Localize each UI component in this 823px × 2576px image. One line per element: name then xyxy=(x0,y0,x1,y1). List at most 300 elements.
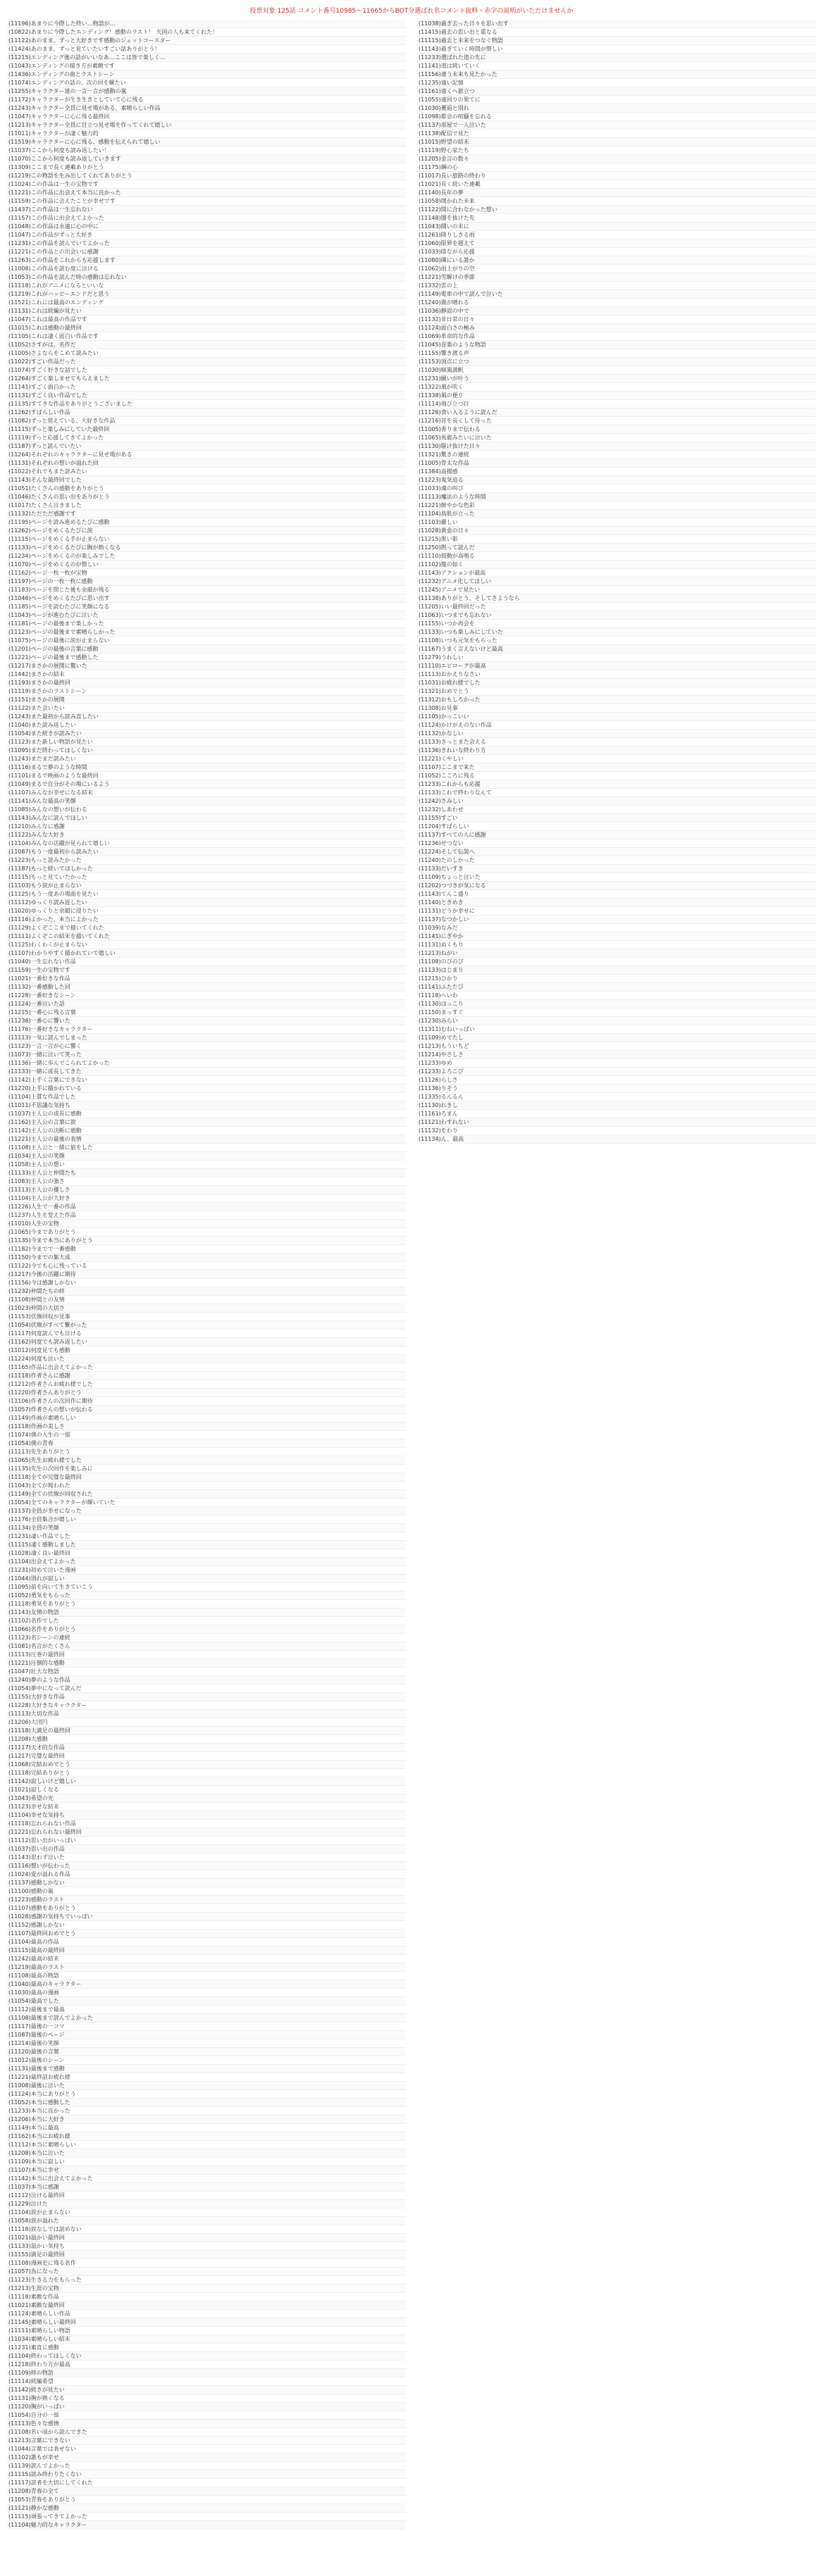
comment-row: (11153)伏線回収が見事 xyxy=(7,1313,406,1321)
comment-row: (11046)ページをめくるたびに思い出す xyxy=(7,594,406,603)
comment-row: (11143)友情の物語 xyxy=(7,1608,406,1617)
comment-row: (11133)きっとまた会える xyxy=(417,738,816,746)
comment-row: (11033)陰ながら応援 xyxy=(417,248,816,256)
comment-row: (11017)長い旅路の終わり xyxy=(417,172,816,180)
comment-row: (11141)ふたたび xyxy=(417,983,816,992)
comment-row: (11118)これがアニメになるといいな xyxy=(7,282,406,290)
comment-row: (11233)選ばれた道の先に xyxy=(417,54,816,62)
comment-row: (11124)本当にありがとう xyxy=(7,2090,406,2099)
comment-row: (11117)何度読んでも泣ける xyxy=(7,1330,406,1338)
comment-row: (11123)ページの最後まで素晴らしかった xyxy=(7,628,406,637)
comment-row: (11113)主人公の優しさ xyxy=(7,1186,406,1194)
comment-row: (11219)最高のラスト xyxy=(7,1963,406,1972)
comment-row: (11155)響き渡る声 xyxy=(417,349,816,358)
comment-row: (11048)この作品は永遠に心の中に xyxy=(7,223,406,231)
comment-row: (11101)まるで映画のような最終回 xyxy=(7,772,406,780)
comment-row: (11058)主人公の想い xyxy=(7,1161,406,1169)
comment-row: (11193)まさかの最終回 xyxy=(7,679,406,687)
comment-row: (11015)野望の結末 xyxy=(417,138,816,146)
comment-row: (11113)先生ありがとう xyxy=(7,1448,406,1456)
comment-row: (11220)作者さんありがとう xyxy=(7,1389,406,1397)
comment-row: (11087)もう一度最初から読みたい xyxy=(7,848,406,856)
comment-row: (11043)闘いの末に xyxy=(417,223,816,231)
comment-row: (11213)言葉にできない xyxy=(7,2437,406,2445)
comment-row: (11142)続きが見たい xyxy=(7,2386,406,2394)
comment-row: (11133)主人公と仲間たち xyxy=(7,1169,406,1177)
comment-row: (11197)ページの一枚一枚に感動 xyxy=(7,577,406,586)
comment-row: (11022)それでもまた読みたい xyxy=(7,468,406,476)
comment-row: (11221)くやしい xyxy=(417,755,816,763)
comment-row: (11230)みらい xyxy=(417,1017,816,1025)
comment-row: (11034)素晴らしい結末 xyxy=(7,2335,406,2344)
comment-row: (11143)そんな最終回でした xyxy=(7,476,406,484)
comment-row: (11033)魂の叫び xyxy=(417,484,816,493)
comment-row: (11150)まっすぐ xyxy=(417,1008,816,1017)
comment-row: (11221)鮮やかな色彩 xyxy=(417,501,816,510)
comment-row: (11133)いつも楽しみにしていた xyxy=(417,628,816,637)
comment-row: (11107)本当に幸せ xyxy=(7,2166,406,2175)
comment-row: (11117)天才的な作品 xyxy=(7,1744,406,1752)
left-column xyxy=(7,20,406,2530)
comment-row: (11095)まだ終わってほしくない xyxy=(7,746,406,755)
comment-row: (11162)本当にお疲れ様 xyxy=(7,2132,406,2141)
columns xyxy=(7,20,816,2530)
comment-row: (11058)開かれた未来 xyxy=(417,197,816,206)
comment-row: (11012)最後のシーン xyxy=(7,2056,406,2065)
comment-row: (11321)驚きの連続 xyxy=(417,451,816,459)
comment-row: (11130)れきし xyxy=(417,1101,816,1110)
comment-row: (11240)霧が晴れる xyxy=(417,299,816,307)
comment-row: (11204)すばらしい xyxy=(417,823,816,831)
comment-row: (11021)素敵な最終回 xyxy=(7,2301,406,2310)
comment-row: (11108)漫画史に残る名作 xyxy=(7,2259,406,2268)
comment-row: (11021)一番好きな作品 xyxy=(7,975,406,983)
comment-row: (11137)なつかしい xyxy=(417,915,816,924)
comment-row: (11231)初めて泣いた漫画 xyxy=(7,1566,406,1575)
comment-row: (11115)ずっと楽しみにしていた最終回 xyxy=(7,425,406,434)
comment-row: (11224)そして伝説へ xyxy=(417,848,816,856)
comment-row: (11105)これは凄く面白い作品です xyxy=(7,332,406,341)
comment-row: (11232)アニメ化してほしい xyxy=(417,577,816,586)
comment-row: (11104)主人公が大好き xyxy=(7,1194,406,1203)
comment-row: (11384)高揚感 xyxy=(417,468,816,476)
comment-row: (11008)この作品を読む度に泣ける xyxy=(7,265,406,273)
comment-row: (11034)主人公の笑顔 xyxy=(7,1152,406,1161)
comment-row: (11053)青春をありがとう xyxy=(7,2496,406,2504)
comment-row: (11132)一番感動した回 xyxy=(7,983,406,992)
comment-row: (11052)勇気をもらった xyxy=(7,1592,406,1600)
comment-row: (11332)雲の上 xyxy=(417,282,816,290)
comment-row: (11232)仲間たちの絆 xyxy=(7,1287,406,1296)
comment-row: (11065)今までありがとう xyxy=(7,1228,406,1237)
comment-row: (11132)ただただ感謝です xyxy=(7,510,406,518)
comment-row: (11011)キャラクターが凄く魅力的 xyxy=(7,130,406,138)
comment-row: (11030)邂逅と別れ xyxy=(417,104,816,113)
comment-row: (11183)ページを閉じた後も余韻が残る xyxy=(7,586,406,594)
comment-row: (11143)みんなに読んでほしい xyxy=(7,814,406,823)
comment-row: (11215)黒い影 xyxy=(417,535,816,544)
comment-row: (11519)キャラクターに心に残る、感動を伝えられて嬉しい xyxy=(7,138,406,146)
comment-row: (11231)願いが叶う xyxy=(417,375,816,383)
comment-row: (11233)ゆめ xyxy=(417,1059,816,1068)
comment-row: (11108)主人公と一緒に旅をした xyxy=(7,1144,406,1152)
comment-row: (11054)僕の青春 xyxy=(7,1439,406,1448)
comment-row: (11107)ここまで来た xyxy=(417,763,816,772)
comment-row: (11113)一気に読んでしまった xyxy=(7,1034,406,1042)
comment-row: (11221)雪解けの季節 xyxy=(417,273,816,282)
comment-row: (11104)魅力的なキャラクター xyxy=(7,2521,406,2530)
comment-row: (11133)温かい気持ち xyxy=(7,2242,406,2251)
comment-row: (11215)エンディング後の話がいいなあ…ここは皆で楽しく… xyxy=(7,54,406,62)
comment-row: (11221)圧倒的な感動 xyxy=(7,1659,406,1668)
comment-row: (11039)なみだ xyxy=(417,924,816,932)
comment-row: (11176)全員集合が嬉しい xyxy=(7,1515,406,1524)
comment-row: (11322)風が吹く xyxy=(417,383,816,392)
comment-row: (11141)にぎやか xyxy=(417,932,816,941)
comment-row: (11208)青春の全て xyxy=(7,2487,406,2496)
comment-row: (11165)作品に出会えてよかった xyxy=(7,1363,406,1372)
comment-row: (11054)自分の一部 xyxy=(7,2411,406,2420)
comment-row: (11057)為になった xyxy=(7,2268,406,2276)
comment-row: (11043)ページが進むたびに泣いた xyxy=(7,611,406,620)
comment-row: (11121)静かな感動 xyxy=(7,2504,406,2513)
comment-row: (11111)素晴らしい物語 xyxy=(7,2327,406,2335)
comment-row: (11113)圧巻の最終回 xyxy=(7,1651,406,1659)
comment-row: (11118)素敵な作品 xyxy=(7,2293,406,2301)
comment-row: (11223)もっと読みたかった xyxy=(7,856,406,865)
comment-row: (11136)りそう xyxy=(417,1084,816,1093)
comment-row: (11116)想いが伝わった xyxy=(7,1862,406,1870)
comment-row: (11415)過去の思い出と重なる xyxy=(417,28,816,37)
comment-row: (11215)ひかり xyxy=(417,975,816,983)
comment-row: (11118)忘れられない作品 xyxy=(7,1820,406,1828)
comment-row: (11023)仲間の大切さ xyxy=(7,1304,406,1313)
comment-row: (11044)別れが寂しい xyxy=(7,1575,406,1583)
comment-row: (11221)ページの最後まで感動した xyxy=(7,654,406,662)
comment-row: (11112)泣ける最終回 xyxy=(7,2192,406,2200)
comment-row: (11208)大感動 xyxy=(7,1735,406,1744)
comment-row: (11223)鬼気迫る xyxy=(417,476,816,484)
comment-row: (11243)キャラクター全員に見せ場がある、素晴らしい作品 xyxy=(7,104,406,113)
comment-row: (11037)本当に感謝 xyxy=(7,2183,406,2192)
comment-row: (11181)ページの最後まで楽しかった xyxy=(7,620,406,628)
comment-row: (11137)全員が幸せになった xyxy=(7,1507,406,1515)
comment-row: (11436)エンディングの曲とラストシーン xyxy=(7,70,406,79)
comment-row: (11132)非日常の日々 xyxy=(417,315,816,324)
comment-row: (11131)これは続編が見たい xyxy=(7,307,406,315)
comment-row: (11205)いい最終回だった xyxy=(417,603,816,611)
comment-row: (11053)この作品を読んだ時の感動は忘れない xyxy=(7,273,406,282)
comment-row: (11021)温かい最終回 xyxy=(7,2234,406,2242)
comment-row: (11155)すごい xyxy=(417,814,816,823)
comment-row: (11187)もっと続いてほしかった xyxy=(7,865,406,873)
comment-row: (11130)ほっこり xyxy=(417,1000,816,1008)
comment-row: (11201)ページの最後の言葉に感動 xyxy=(7,645,406,654)
comment-row: (11220)上手に描かれている xyxy=(7,1084,406,1093)
comment-row: (11123)また新しい物語が見たい xyxy=(7,738,406,746)
comment-row: (11126)食い入るように読んだ xyxy=(417,408,816,417)
comment-row: (11109)本当に寂しい xyxy=(7,2158,406,2166)
comment-row: (11135)今まで本当にありがとう xyxy=(7,1237,406,1245)
comment-row: (11066)名作をありがとう xyxy=(7,1625,406,1634)
comment-row: (11052)こころに残る xyxy=(417,772,816,780)
comment-row: (11133)だいすき xyxy=(417,865,816,873)
comment-row: (11123)名シーンの連続 xyxy=(7,1634,406,1642)
comment-row: (11150)今までの集大成 xyxy=(7,1253,406,1262)
comment-row: (11105)かっこいい xyxy=(417,713,816,721)
comment-row: (11063)いつまでも忘れない xyxy=(417,611,816,620)
comment-row: (11054)最高でした xyxy=(7,1997,406,2006)
comment-row: (11070)ページをめくるのが惜しい xyxy=(7,561,406,569)
comment-row: (11065)馬鹿みたいに泣いた xyxy=(417,434,816,442)
comment-row: (11049)まるで自分がその場にいるよう xyxy=(7,780,406,789)
comment-row: (11137)すべての人に感謝 xyxy=(417,831,816,839)
comment-row: (11149)本当に最高 xyxy=(7,2124,406,2132)
comment-row: (11087)最後のページ xyxy=(7,2031,406,2039)
comment-row: (11229)泣けた xyxy=(7,2200,406,2208)
comment-row: (11136)一緒に歩んでこられてよかった xyxy=(7,1059,406,1068)
comment-row: (11017)たくさん泣きました xyxy=(7,501,406,510)
comment-row: (11156)違う未来も見たかった xyxy=(417,70,816,79)
comment-row: (11109)めでたし xyxy=(417,1034,816,1042)
comment-row: (11138)ありがとう、そしてさようなら xyxy=(417,594,816,603)
comment-row: (11135)すてきな作品をありがとうございました xyxy=(7,400,406,408)
comment-row: (11142)主人公の決断に感動 xyxy=(7,1127,406,1135)
comment-row: (11122)また会いたい xyxy=(7,704,406,713)
comment-row: (11156)今は感謝しかない xyxy=(7,1279,406,1287)
comment-row: (11057)作者さんの想いが伝わる xyxy=(7,1406,406,1414)
comment-row: (11143)思わず泣いた xyxy=(7,1853,406,1862)
comment-row: (11005)さよならをこめて読みたい xyxy=(7,349,406,358)
comment-row: (11218)終わり方が最高 xyxy=(7,2361,406,2369)
comment-row: (11082)ずっと覚えている、大好きな作品 xyxy=(7,417,406,425)
comment-row: (11161)ろまん xyxy=(417,1110,816,1118)
comment-row: (11052)本当に感動した xyxy=(7,2099,406,2107)
comment-row: (11312)おもしろかった xyxy=(417,696,816,704)
comment-row: (11217)まさかの展開に驚いた xyxy=(7,662,406,670)
comment-row: (11133)ページをめくるたびに胸が熱くなる xyxy=(7,544,406,552)
comment-row: (11103)麗しい xyxy=(417,518,816,527)
comment-row: (11159)この作品に会えたことが幸せです xyxy=(7,197,406,206)
comment-row: (11308)お見事 xyxy=(417,704,816,713)
comment-row: (11030)最高の漫画 xyxy=(7,1989,406,1997)
comment-row: (11124)一番泣いた話 xyxy=(7,1000,406,1008)
comment-row: (11141)みんな最高の笑顔 xyxy=(7,797,406,806)
comment-row: (11083)主人公の強さ xyxy=(7,1177,406,1186)
comment-row: (11115)頑張ってきてよかった xyxy=(7,2513,406,2521)
comment-row: (11221)この作品に出会えて本当に良かった xyxy=(7,189,406,197)
comment-row: (11011)不思議な気持ち xyxy=(7,1101,406,1110)
comment-row: (11108)いつも元気をもらった xyxy=(417,637,816,645)
comment-row: (11231)凄い作品でした xyxy=(7,1532,406,1541)
comment-row: (11125)わくわくが止まらない xyxy=(7,941,406,949)
comment-row: (11104)幸せな気持ち xyxy=(7,1811,406,1820)
comment-row: (11129)よくぞここまで描いてくれた xyxy=(7,924,406,932)
comment-row: (11113)大切な作品 xyxy=(7,1710,406,1718)
comment-row: (11151)まさかの展開 xyxy=(7,696,406,704)
comment-row: (11005)香りまで伝わる xyxy=(417,425,816,434)
comment-row: (11022)すごい作品だった xyxy=(7,358,406,366)
comment-row: (11044)言葉では表せない xyxy=(7,2445,406,2453)
comment-row: (11098)都会の喧騒を忘れる xyxy=(417,113,816,121)
comment-row: (11043)全てが報われた xyxy=(7,1482,406,1490)
comment-row: (11123)幸せな結末 xyxy=(7,1803,406,1811)
comment-row: (11047)これは最高の作品です xyxy=(7,315,406,324)
comment-row: (11234)ページをめくるのが楽しみでした xyxy=(7,552,406,561)
comment-row: (11109)ちょっと泣いた xyxy=(417,873,816,882)
comment-row: (11124)面白さの極み xyxy=(417,324,816,332)
comment-row: (11206)大団円 xyxy=(7,1718,406,1727)
comment-row: (11338)風の便り xyxy=(417,392,816,400)
comment-row: (11195)ページを読み進めるたびに感動 xyxy=(7,518,406,527)
comment-row: (11175)鋼の心 xyxy=(417,163,816,172)
comment-row: (11122)今でも心に残っている xyxy=(7,1262,406,1270)
comment-row: (11047)キャラクターに心に残る最終回 xyxy=(7,113,406,121)
comment-row: (11221)最終話お疲れ様 xyxy=(7,2073,406,2082)
comment-row: (11149)全ての伏線が回収された xyxy=(7,1490,406,1499)
comment-row: (11242)最高の結末 xyxy=(7,1955,406,1963)
comment-row: (11031)お疲れ様でした xyxy=(417,679,816,687)
comment-row: (11055)遠回りの果てに xyxy=(417,96,816,104)
comment-row: (11115)過去と未来をつなぐ物語 xyxy=(417,37,816,45)
comment-row: (11108)仲間との友情 xyxy=(7,1296,406,1304)
comment-row: (11161)遠くへ旅立つ xyxy=(417,87,816,96)
comment-row: (11162)主人公の言葉に涙 xyxy=(7,1118,406,1127)
comment-row: (11104)みんなの活躍が見られて嬉しい xyxy=(7,839,406,848)
comment-row: (11182)今までで一番感動 xyxy=(7,1245,406,1253)
comment-row: (11149)電車の中で読んで泣いた xyxy=(417,290,816,299)
comment-row: (11233)本当に良かった xyxy=(7,2107,406,2115)
comment-row: (11102)誰もが幸せ xyxy=(7,2453,406,2462)
comment-row: (11115)ページをめくる手が止まらない xyxy=(7,535,406,544)
comment-row: (11121)わすれない xyxy=(417,1118,816,1127)
comment-row: (11149)作画が素晴らしい xyxy=(7,1414,406,1423)
comment-row: (11122)みんな大好き xyxy=(7,831,406,839)
comment-row: (11115)凄く感動しました xyxy=(7,1541,406,1549)
comment-row: (11107)わかりやすく描かれていて嬉しい xyxy=(7,949,406,958)
comment-row: (11196)あまりに今際した終い…物語が… xyxy=(7,20,406,28)
comment-row: (11131)ぬくもり xyxy=(417,941,816,949)
comment-row: (11116)よかった、本当によかった xyxy=(7,915,406,924)
comment-row: (11107)最終回おめでとう xyxy=(7,1930,406,1938)
comment-row: (11024)この作品は一生の宝物です xyxy=(7,180,406,189)
comment-row: (11104)終わってほしくない xyxy=(7,2352,406,2361)
comment-row: (11108)最高の物語 xyxy=(7,1972,406,1980)
comment-row: (11521)これには最高のエンディング xyxy=(7,299,406,307)
comment-row: (11219)この物語を生み出してくれてありがとう xyxy=(7,172,406,180)
comment-row: (11118)大満足の最終回 xyxy=(7,1727,406,1735)
comment-row: (11021)寂しくなる xyxy=(7,1786,406,1794)
comment-row: (11054)夢中になって読んだ xyxy=(7,1684,406,1693)
page-title: 投票対象 125話 コメント番号10985〜11665からBOT分選ばれ名コメント抜粋・赤字の説明がいただけませんか xyxy=(249,8,574,15)
comment-row: (11236)一番心に響いた xyxy=(7,1017,406,1025)
comment-row: (11221)忘れられない最終回 xyxy=(7,1828,406,1837)
comment-row: (11125)もう一度あの場面を見たい xyxy=(7,890,406,899)
comment-row: (11028)凄く良い最終回 xyxy=(7,1549,406,1558)
comment-row: (11054)また続きが読みたい xyxy=(7,730,406,738)
comment-row: (11214)やさしさ xyxy=(417,1051,816,1059)
comment-row: (11110)鼓動が高鳴る xyxy=(417,552,816,561)
comment-row: (11106)作者さんの次回作に期待 xyxy=(7,1397,406,1406)
comment-row: (11126)らしさ xyxy=(417,1076,816,1084)
comment-row: (11081)名言がたくさん xyxy=(7,1642,406,1651)
comment-row: (11085)みんなの想いが伝わる xyxy=(7,806,406,814)
comment-row: (11223)感動のラスト xyxy=(7,1896,406,1904)
comment-row: (11261)降りしきる雨 xyxy=(417,231,816,239)
comment-row: (11021)長く続いた連載 xyxy=(417,180,816,189)
comment-row: (11145)素晴らしい最終回 xyxy=(7,2318,406,2327)
comment-row: (11240)夢のような作品 xyxy=(7,1676,406,1684)
comment-row: (11074)エンディングの話の、次の回を観たい xyxy=(7,79,406,87)
comment-row: (11080)隣にいる誰か xyxy=(417,256,816,265)
comment-row: (11157)この作品に出会えてよかった xyxy=(7,214,406,223)
comment-row: (11243)まだまだ読みたい xyxy=(7,755,406,763)
comment-row: (11143)てんこ盛り xyxy=(417,890,816,899)
comment-row: (11122)間に合わなかった想い xyxy=(417,206,816,214)
comment-row: (11142)本当に出会えてよかった xyxy=(7,2175,406,2183)
comment-row: (11143)アクションが最高 xyxy=(417,569,816,577)
comment-row: (11118)完結ありがとう xyxy=(7,1769,406,1777)
comment-row: (11124)素晴らしい作品 xyxy=(7,2310,406,2318)
comment-row: (11142)上手く言葉にできない xyxy=(7,1076,406,1084)
comment-row: (11110)エピローグが最高 xyxy=(417,662,816,670)
comment-row: (11095)前を向いて生きていこう xyxy=(7,1583,406,1592)
comment-row: (11142)寂しいけど嬉しい xyxy=(7,1777,406,1786)
comment-row: (11054)全てのキャラクターが輝いていた xyxy=(7,1499,406,1507)
comment-row: (11074)すごく好きな話でした xyxy=(7,366,406,375)
comment-row: (11109)絆の物語 xyxy=(7,2369,406,2377)
comment-row: (11217)今後の活躍に期待 xyxy=(7,1270,406,1279)
comment-row: (11108)若い頃から読んできた xyxy=(7,2428,406,2437)
comment-row: (11242)さみしい xyxy=(417,797,816,806)
comment-row: (11108)のびのび xyxy=(417,958,816,966)
comment-row: (11233)よろこび xyxy=(417,1068,816,1076)
comment-row: (11115)もっと見ていたかった xyxy=(7,873,406,882)
comment-row: (11069)革命的な作品 xyxy=(417,332,816,341)
comment-row: (11205)金言の数々 xyxy=(417,155,816,163)
comment-row: (11118)全てが完璧な最終回 xyxy=(7,1473,406,1482)
comment-row: (11140)ときめき xyxy=(417,899,816,907)
comment-row: (11141)すごく面白かった xyxy=(7,383,406,392)
comment-row: (11235)遠い記憶 xyxy=(417,79,816,87)
comment-row: (11108)最後まで読んでよかった xyxy=(7,2014,406,2022)
comment-row: (11139)読んでよかった xyxy=(7,2462,406,2470)
comment-row: (11133)これで終わりなんて xyxy=(417,789,816,797)
comment-row: (11104)最高の作品 xyxy=(7,1938,406,1946)
comment-row: (11262)ページをめくるたびに涙 xyxy=(7,527,406,535)
comment-row: (11172)キャラクターが生き生きとしていて心に残る xyxy=(7,96,406,104)
comment-row: (11228)一番好きなシーン xyxy=(7,992,406,1000)
comment-row: (11113)魔法のような時間 xyxy=(417,493,816,501)
comment-row: (11212)作者さんお疲れ様でした xyxy=(7,1380,406,1389)
comment-row: (11217)完璧な最終回 xyxy=(7,1752,406,1761)
comment-row: (11134)ん、最高 xyxy=(417,1135,816,1144)
comment-row: (11250)黙って読んだ xyxy=(417,544,816,552)
comment-row: (11065)先生お疲れ様でした xyxy=(7,1456,406,1465)
comment-row: (11070)ここから何度も読み返していきます xyxy=(7,155,406,163)
comment-row: (11221)この作品との出会いに感謝 xyxy=(7,248,406,256)
comment-row: (11155)満足の最終回 xyxy=(7,2251,406,2259)
comment-row: (11104)出会えてよかった xyxy=(7,1558,406,1566)
comment-row: (11228)大好きなキャラクター xyxy=(7,1701,406,1710)
comment-row: (11100)感動の嵐 xyxy=(7,1887,406,1896)
comment-row: (11236)せつない xyxy=(417,839,816,848)
comment-row: (11221)主人公の最後の表情 xyxy=(7,1135,406,1144)
comment-row: (11040)最高のキャラクター xyxy=(7,1980,406,1989)
comment-row: (11311)むねいっぱい xyxy=(417,1025,816,1034)
comment-row: (11131)どうか幸せに xyxy=(417,907,816,915)
comment-row: (11005)骨太な作品 xyxy=(417,459,816,468)
